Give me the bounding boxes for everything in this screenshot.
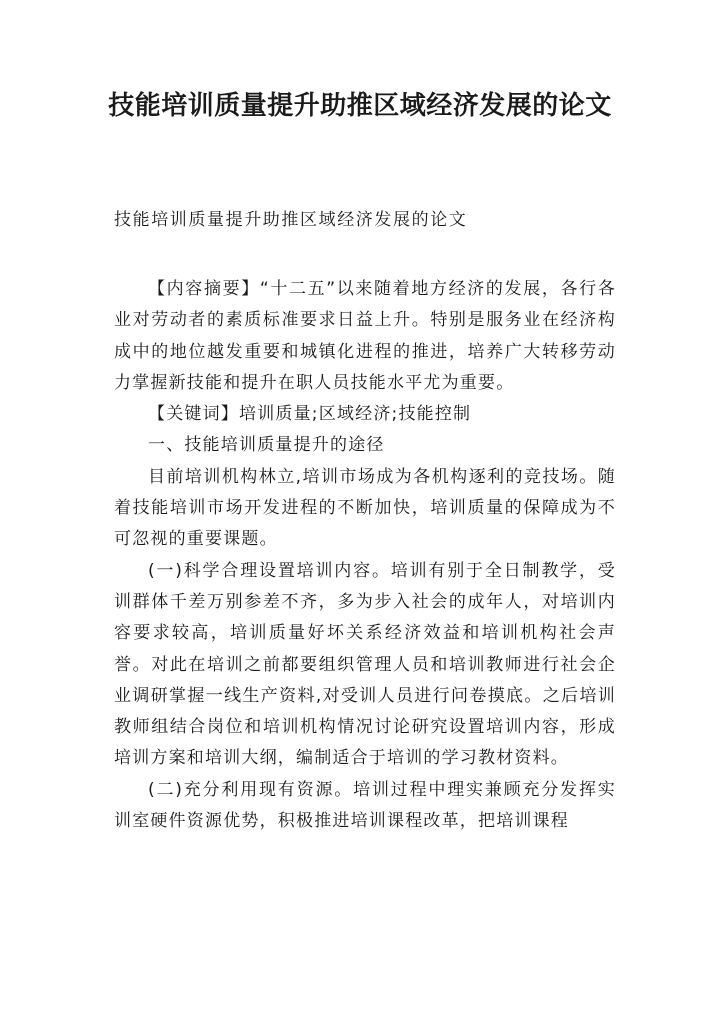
section-heading: 一、技能培训质量提升的途径: [148, 435, 385, 456]
body-paragraph: 目前培训机构林立,培训市场成为各机构逐利的竞技场。随着技能培训市场开发进程的不断加快，培训质量的保障成为不可忽视的重要课题。: [114, 466, 616, 550]
body-paragraph: (二)充分利用现有资源。培训过程中理实兼顾充分发挥实训室硬件资源优势，积极推进培训课程改革，把培训课程: [114, 779, 616, 832]
document-title: 技能培训质量提升助推区域经济发展的论文: [108, 91, 612, 121]
document-subtitle: 技能培训质量提升助推区域经济发展的论文: [114, 210, 468, 230]
abstract-paragraph: 【内容摘要】“十二五”以来随着地方经济的发展，各行各业对劳动者的素质标准要求日益上升。特别是服务业在经济构成中的地位越发重要和城镇化进程的推进，培养广大转移劳动力掌握新技能和提升在职人员技能水平尤为重要。: [114, 279, 616, 393]
body-paragraph: (一)科学合理设置培训内容。培训有别于全日制教学，受训群体千差万别参差不齐，多为步入社会的成年人，对培训内容要求较高，培训质量好坏关系经济效益和培训机构社会声誉。对此在培训之前都要组织管理人员和培训教师进行社会企业调研掌握一线生产资料,对受训人员进行问卷摸底。之后培训教师组结合岗位和培训机构情况讨论研究设置培训内容，形成培训方案和培训大纲，编制适合于培训的学习教材资料。: [114, 560, 616, 769]
keywords-paragraph: 【关键词】培训质量;区域经济;技能控制: [148, 404, 472, 425]
document-body: [114, 274, 616, 837]
